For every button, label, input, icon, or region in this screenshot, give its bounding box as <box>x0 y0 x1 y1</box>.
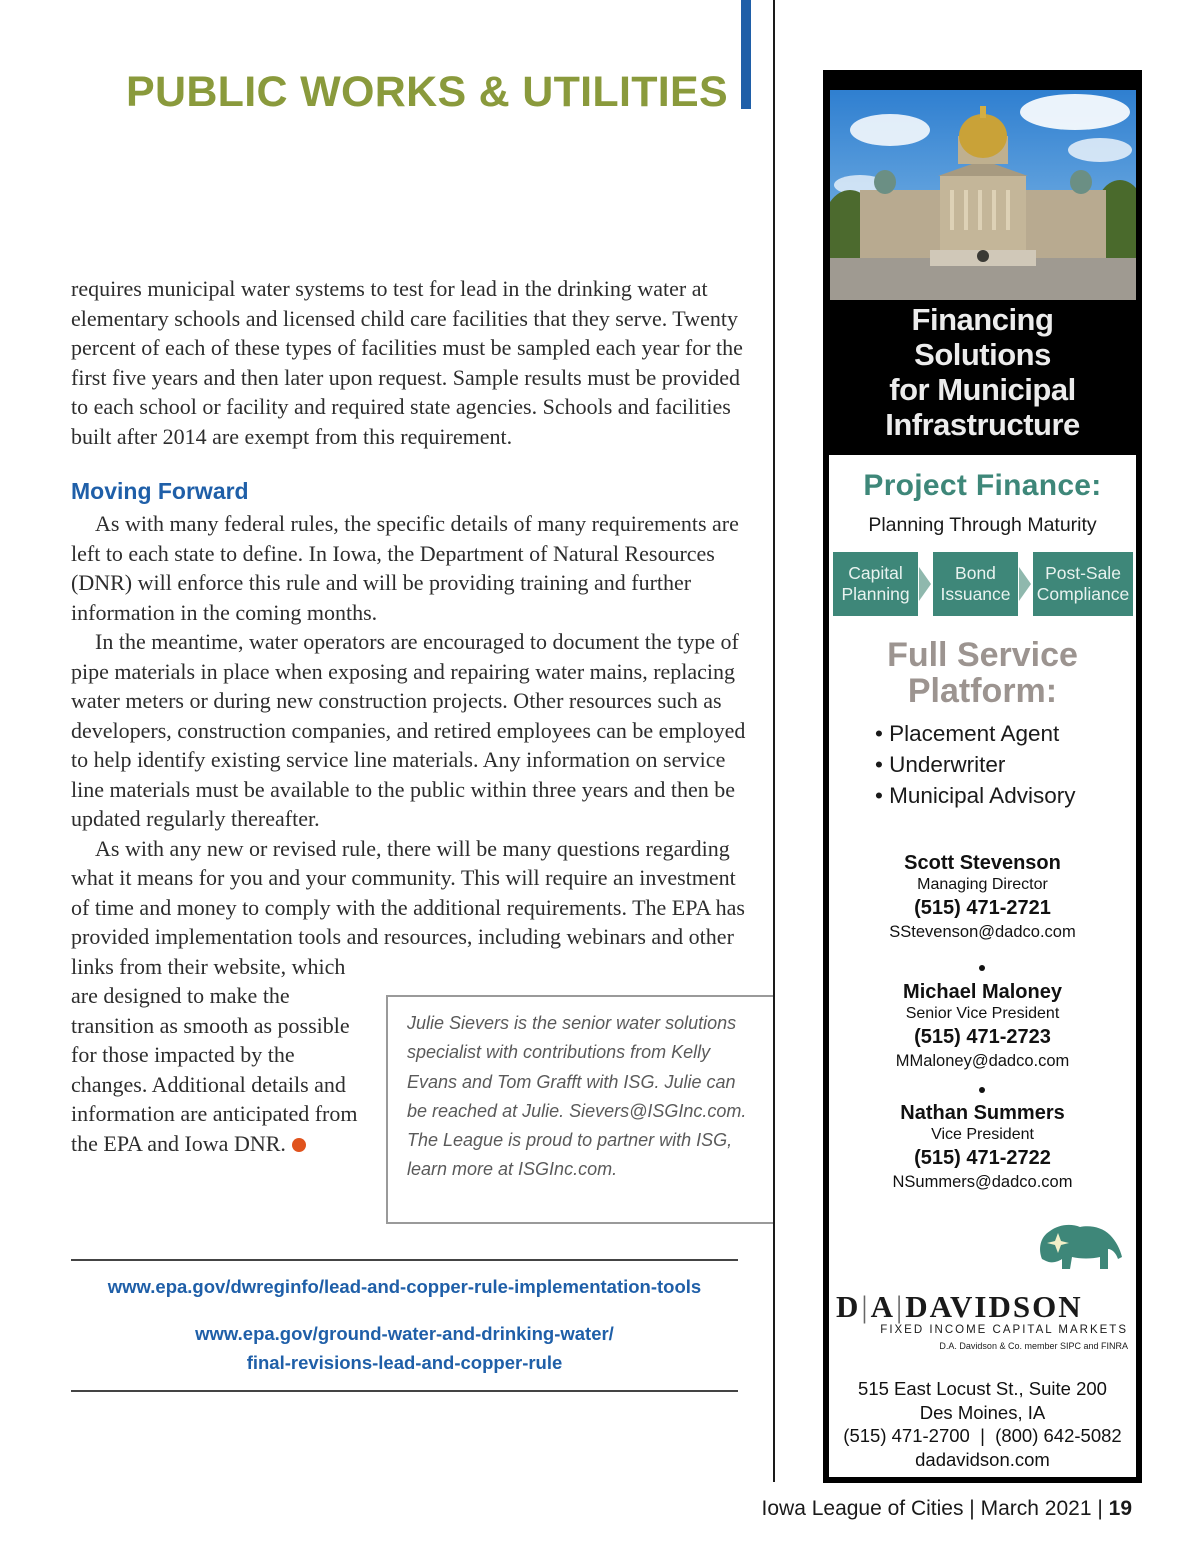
paragraph: In the meantime, water operators are encouraged to document the type of pipe materials in place when exposing and repairing water mains, replacing water meters or during new construction projects. Other resources such as developers, construction companies, and retired employees can be employed to help identify existing service line materials. Any information on service line materials must be available to the public within three years and then be updated regularly thereafter. <box>71 629 746 831</box>
project-finance-title: Project Finance: <box>863 469 1102 502</box>
stage-capital-planning <box>833 552 918 616</box>
contact-role: Vice President <box>931 1126 1034 1143</box>
ad-headline <box>823 302 1142 442</box>
stage-label: Bond <box>955 563 996 583</box>
stage-label: Compliance <box>1036 584 1130 604</box>
ad-headline-line: Solutions <box>914 337 1051 372</box>
service-item: • Placement Agent <box>875 721 1060 746</box>
contact-email[interactable]: MMaloney@dadco.com <box>895 1052 1070 1070</box>
ad-content-panel <box>829 455 1136 1477</box>
address-line: 515 East Locust St., Suite 200 <box>858 1378 1107 1399</box>
office-phones: (515) 471-2700 | (800) 642-5082 <box>843 1425 1122 1446</box>
chevron-right-icon <box>1019 567 1031 601</box>
contact-phone: (515) 471-2722 <box>914 1147 1051 1169</box>
project-finance-subtitle: Planning Through Maturity <box>868 514 1097 536</box>
section-heading: Moving Forward <box>71 478 249 504</box>
capitol-building-photo <box>830 90 1136 300</box>
contact-phone: (515) 471-2721 <box>914 897 1051 919</box>
services-list <box>875 718 1075 811</box>
paragraph-end <box>71 981 376 1158</box>
davidson-wordmark: D|A|DAVIDSON <box>836 1289 1083 1324</box>
separator-dot-icon <box>979 1087 985 1093</box>
contact-card <box>829 851 1136 943</box>
contact-role: Senior Vice President <box>905 1005 1060 1022</box>
logo-name: DAVIDSON <box>905 1289 1083 1324</box>
logo-letter: D <box>836 1289 861 1324</box>
ad-headline-line: Financing <box>911 302 1054 337</box>
page-footer <box>762 1497 1132 1521</box>
title-accent-bar <box>741 0 751 109</box>
paragraph: As with many federal rules, the specific details of many requirements are left to each state to define. In Iowa, the Department of Natural Resources (DNR) will enforce this rule and will be providing training and further information in the coming months. <box>71 511 739 625</box>
ad-headline-line: for Municipal <box>889 372 1076 407</box>
contact-name: Nathan Summers <box>900 1102 1065 1124</box>
contact-card <box>829 1101 1136 1193</box>
service-item: • Underwriter <box>875 752 1006 777</box>
logo-tagline: FIXED INCOME CAPITAL MARKETS <box>880 1324 1128 1336</box>
paragraph: As with any new or revised rule, there will be many questions regarding what it means for you and your community. This will require an investment of time and money to comply with the additional requirements. The EPA has provided implementation tools and resources, including webinars and other links from their website, which <box>71 835 745 979</box>
intro-paragraph: requires municipal water systems to test for lead in the drinking water at elementary schools and licensed child care facilities that they serve. Twenty percent of each of these types of facilities must be sampled each year for the first five years and then later upon request. Sample results must be provided to each school or facility and required state agencies. Schools and facilities built after 2014 are exempt from this requirement. <box>71 276 743 449</box>
logo-letter: A <box>870 1289 895 1324</box>
page-number: 19 <box>1108 1497 1132 1520</box>
stage-label: Issuance <box>940 584 1011 604</box>
contact-email[interactable]: NSummers@dadco.com <box>892 1173 1073 1191</box>
publication-info: Iowa League of Cities | March 2021 | <box>761 1497 1103 1520</box>
chevron-right-icon <box>919 567 931 601</box>
author-note-box <box>386 995 773 1224</box>
author-note: Julie Sievers is the senior water solutions specialist with contributions from Kelly Evans and Tom Grafft with ISG. Julie can be reached at Julie. Sievers@ISGInc.com. The League is proud to partner with ISG, learn more at ISGInc.com. <box>407 1013 747 1180</box>
links-top-rule <box>71 1259 738 1261</box>
contact-role: Managing Director <box>917 876 1048 893</box>
stage-bond-issuance <box>933 552 1018 616</box>
contact-name: Michael Maloney <box>903 981 1062 1003</box>
link-final-revisions-line2[interactable]: final-revisions-lead-and-copper-rule <box>246 1352 563 1373</box>
stage-label: Post-Sale <box>1045 563 1121 583</box>
full-service-title-line: Platform: <box>907 672 1058 710</box>
address-line: Des Moines, IA <box>919 1401 1046 1423</box>
ad-headline-line: Infrastructure <box>885 407 1080 442</box>
stage-label: Capital <box>848 563 903 583</box>
davidson-advertisement[interactable] <box>823 70 1142 1483</box>
service-item: • Municipal Advisory <box>875 783 1076 808</box>
bison-logo-icon <box>1034 1219 1126 1279</box>
contact-name: Scott Stevenson <box>904 852 1061 874</box>
link-final-revisions-line1[interactable]: www.epa.gov/ground-water-and-drinking-water/ <box>195 1323 614 1344</box>
link-lead-copper-tools[interactable]: www.epa.gov/dwreginfo/lead-and-copper-rule-implementation-tools <box>107 1276 702 1297</box>
full-service-title-line: Full Service <box>887 636 1078 674</box>
separator-dot-icon <box>979 965 985 971</box>
website[interactable]: dadavidson.com <box>915 1448 1050 1470</box>
contact-phone: (515) 471-2723 <box>914 1026 1051 1048</box>
stage-post-sale-compliance <box>1033 552 1133 616</box>
paragraph-end-text: are designed to make the transition as smooth as possible for those impacted by the changes. Additional details and information are anticipated from the EPA and Iowa DNR. <box>71 983 358 1156</box>
full-service-title <box>829 637 1136 709</box>
page-title: PUBLIC WORKS & UTILITIES <box>126 68 729 116</box>
column-divider <box>773 0 775 1482</box>
contact-card <box>829 980 1136 1072</box>
stage-label: Planning <box>841 584 910 604</box>
end-of-article-dot-icon <box>292 1138 306 1152</box>
contact-email[interactable]: SStevenson@dadco.com <box>889 923 1076 941</box>
logo-legal-text: D.A. Davidson & Co. member SIPC and FINRA <box>939 1341 1128 1351</box>
links-bottom-rule <box>71 1390 738 1392</box>
office-address <box>829 1377 1136 1471</box>
